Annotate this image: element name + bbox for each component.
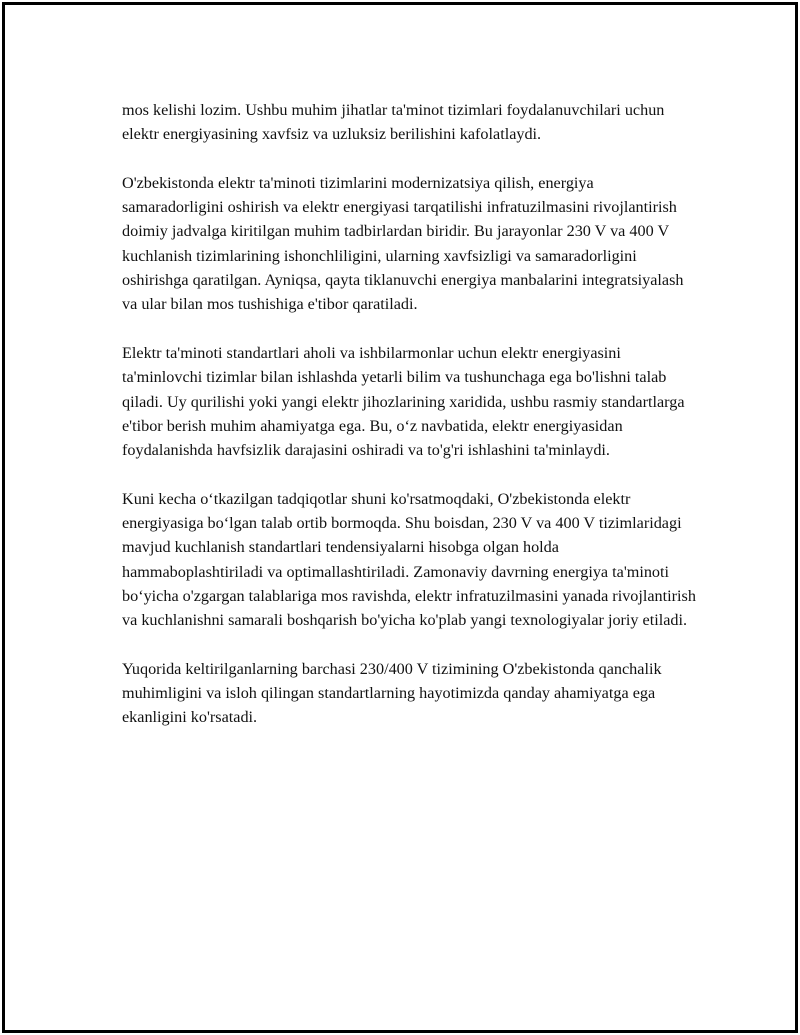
document-body bbox=[122, 98, 697, 754]
document-page bbox=[2, 2, 798, 1033]
paragraph-5: Yuqorida keltirilganlarning barchasi 230/400 V tizimining O'zbekistonda qanchalik muhimligini va isloh qilingan standartlarning hayotimizda qanday ahamiyatga ega ekanligini ko'rsatadi. bbox=[122, 659, 662, 727]
paragraph-3: Elektr ta'minoti standartlari aholi va ishbilarmonlar uchun elektr energiyasini ta'minlovchi tizimlar bilan ishlashda yetarli bilim va tushunchaga ega bo'lishni talab qiladi. Uy qurilishi yoki yangi elektr jihozlarining xaridida, ushbu rasmiy standartlarga e'tibor berish muhim ahamiyatga ega. Bu, o‘z navbatida, elektr energiyasidan foydalanishda havfsizlik darajasini oshiradi va to'g'ri ishlashini ta'minlaydi. bbox=[122, 343, 685, 460]
paragraph-2: O'zbekistonda elektr ta'minoti tizimlarini modernizatsiya qilish, energiya samaradorligini oshirish va elektr energiyasi tarqatilishi infratuzilmasini rivojlantirish doimiy jadvalga kiritilgan muhim tadbirlardan biridir. Bu jarayonlar 230 V va 400 V kuchlanish tizimlarining ishonchliligini, ularning xavfsizligi va samaradorligini oshirishga qaratilgan. Ayniqsa, qayta tiklanuvchi energiya manbalarini integratsiyalash va ular bilan mos tushishiga e'tibor qaratiladi. bbox=[122, 173, 684, 314]
paragraph-1: mos kelishi lozim. Ushbu muhim jihatlar ta'minot tizimlari foydalanuvchilari uchun elektr energiyasining xavfsiz va uzluksiz berilishini kafolatlaydi. bbox=[122, 101, 665, 144]
paragraph-4: Kuni kecha o‘tkazilgan tadqiqotlar shuni ko'rsatmoqdaki, O'zbekistonda elektr energiyasiga bo‘lgan talab ortib bormoqda. Shu boisdan, 230 V va 400 V tizimlaridagi mavjud kuchlanish standartlari tendensiyalarni hisobga olgan holda hammaboplashtiriladi va optimallashtiriladi. Zamonaviy davrning energiya ta'minoti bo‘yicha o'zgargan talablariga mos ravishda, elektr infratuzilmasini yanada rivojlantirish va kuchlanishni samarali boshqarish bo'yicha ko'plab yangi texnologiyalar joriy etiladi. bbox=[122, 489, 696, 630]
